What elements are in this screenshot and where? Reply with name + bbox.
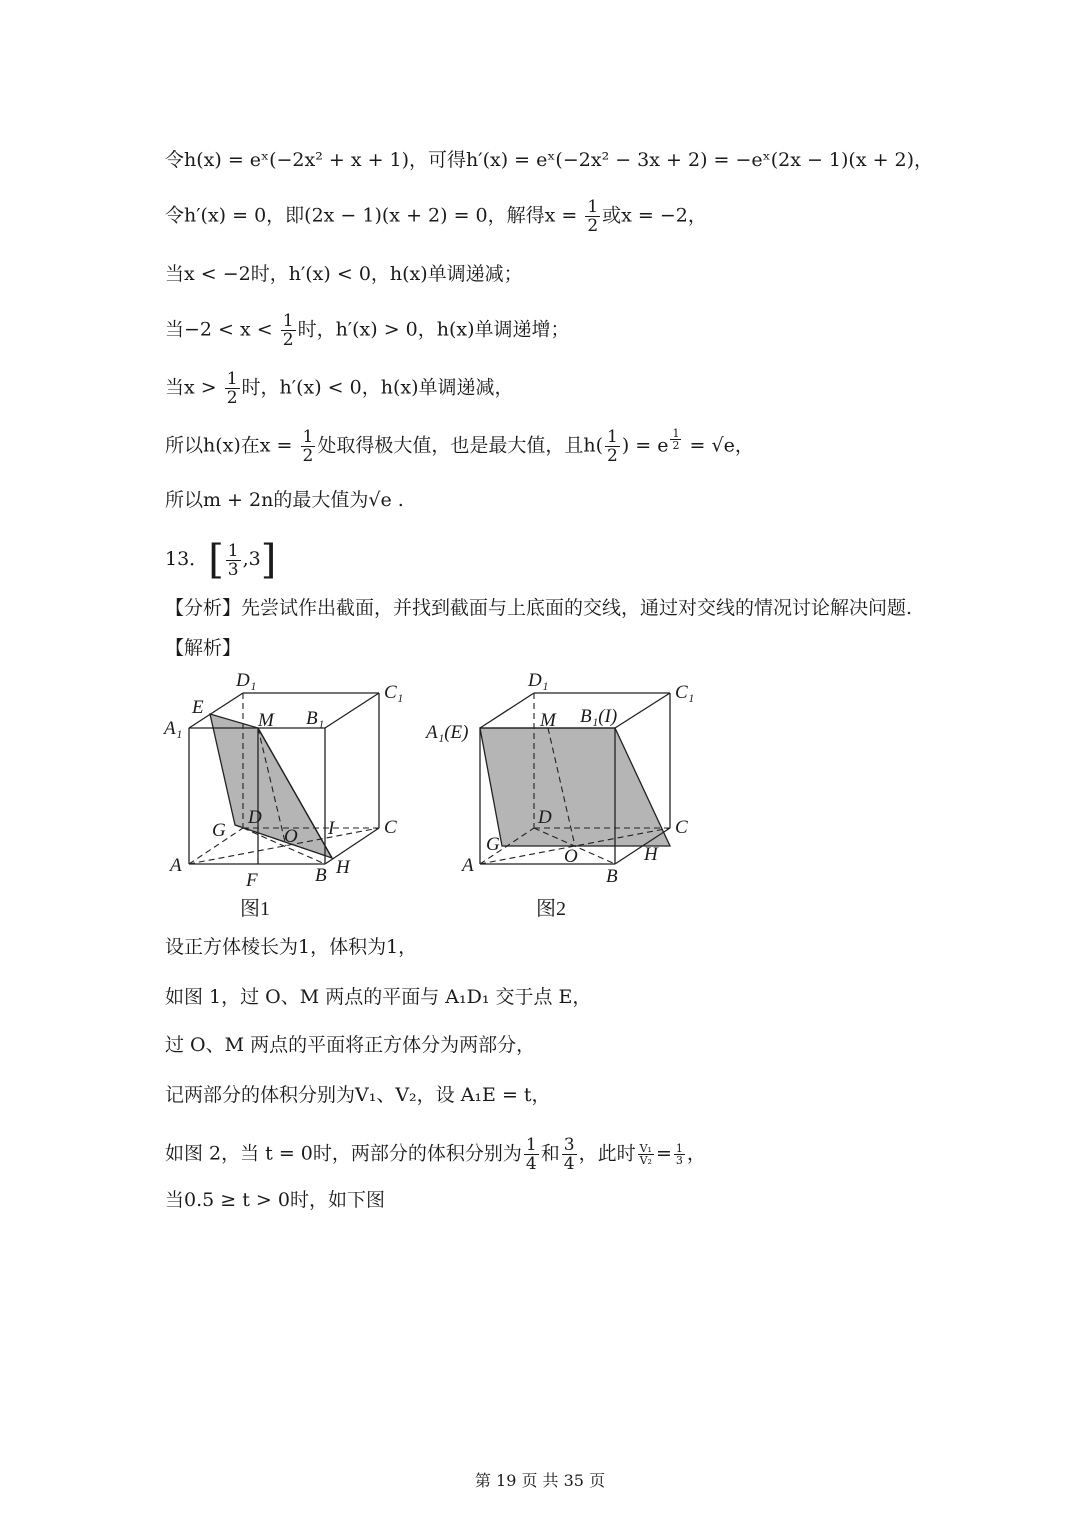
- fraction-one-half: $\frac{1}{2}$: [226, 369, 238, 408]
- text-segment: ，: [686, 1142, 706, 1165]
- exponent-fraction: $\frac{1}{2}$: [672, 427, 680, 452]
- text-segment: 或x = −2，: [602, 204, 707, 227]
- fraction-one-quarter: $\frac{1}{4}$: [525, 1135, 537, 1174]
- solution-line-2: 如图 1，过 O、M 两点的平面与 A₁D₁ 交于点 E，: [165, 986, 592, 1008]
- text-segment: =: [655, 1142, 672, 1165]
- label-D: D: [538, 807, 552, 828]
- solution-line-6: 当0.5 ≥ t > 0时，如下图: [165, 1189, 385, 1211]
- label-B: B: [606, 866, 618, 887]
- left-bracket: [: [208, 537, 224, 583]
- label-C1: C₁: [675, 682, 695, 703]
- page-footer: 第 19 页 共 35 页: [474, 1471, 606, 1490]
- label-B: B: [315, 865, 327, 886]
- text-segment: 时，h′(x) < 0，h(x)单调递减，: [241, 376, 514, 399]
- label-A: A: [462, 855, 474, 876]
- label-M: M: [540, 710, 556, 731]
- analysis-text: 【分析】先尝试作出截面，并找到截面与上底面的交线，通过对交线的情况讨论解决问题.: [165, 597, 913, 619]
- label-H: H: [644, 844, 658, 865]
- label-O: O: [284, 826, 298, 847]
- question-13-answer: [165, 537, 277, 583]
- fraction-three-quarters: $\frac{3}{4}$: [563, 1135, 575, 1174]
- label-A1E: A₁(E): [426, 722, 469, 743]
- line-interval-3: [165, 370, 514, 407]
- text-segment: 如图 2，当 t = 0时，两部分的体积分别为: [165, 1142, 522, 1165]
- fraction-one-half: $\frac{1}{2}$: [282, 311, 294, 350]
- fraction-one-third-small: $\frac{1}{3}$: [675, 1142, 683, 1167]
- solution-label: 【解析】: [165, 637, 242, 659]
- fraction-one-third: $\frac{1}{3}$: [227, 540, 239, 580]
- label-F: F: [246, 870, 258, 891]
- label-I: I: [328, 818, 335, 839]
- solution-line-4: 记两部分的体积分别为V₁、V₂，设 A₁E = t，: [165, 1084, 551, 1106]
- fraction-one-half: $\frac{1}{2}$: [302, 427, 314, 466]
- section-polygon: [210, 714, 332, 858]
- label-G: G: [486, 834, 500, 855]
- line-critical-points: [165, 198, 707, 235]
- text-segment: 令h′(x) = 0，即(2x − 1)(x + 2) = 0，解得x =: [165, 204, 584, 227]
- text-segment: ，此时: [578, 1142, 636, 1165]
- line-conclusion: 所以m + 2n的最大值为√e .: [165, 489, 404, 511]
- fraction-one-half: $\frac{1}{2}$: [587, 197, 599, 236]
- label-D1: D₁: [236, 670, 257, 691]
- fraction-v1-v2: $\frac{\text{V₁}}{\text{V₂}}$: [639, 1142, 652, 1167]
- solution-line-3: 过 O、M 两点的平面将正方体分为两部分，: [165, 1034, 536, 1056]
- question-number: 13．: [165, 548, 209, 570]
- figure-1-caption: 图1: [240, 898, 270, 920]
- label-D1: D₁: [528, 670, 549, 691]
- figure-2: [420, 668, 710, 928]
- label-D: D: [248, 807, 262, 828]
- solution-line-5: [165, 1136, 706, 1173]
- label-G: G: [212, 820, 226, 841]
- label-H: H: [336, 857, 350, 878]
- fraction-one-half: $\frac{1}{2}$: [606, 427, 618, 466]
- label-A: A: [170, 855, 182, 876]
- label-C: C: [675, 817, 688, 838]
- text-segment: ,3: [242, 548, 261, 570]
- label-C1: C₁: [384, 682, 404, 703]
- text-segment: = √e，: [683, 434, 754, 457]
- line-h-derivative: 令h(x) = eˣ(−2x² + x + 1)，可得h′(x) = eˣ(−2x² − 3x + 2) = −eˣ(2x − 1)(x + 2)，: [165, 149, 934, 171]
- text-segment: ) = e: [621, 434, 669, 457]
- line-interval-2: [165, 312, 570, 349]
- line-interval-1: 当x < −2时，h′(x) < 0，h(x)单调递减；: [165, 263, 523, 285]
- text-segment: 时，h′(x) > 0，h(x)单调递增；: [297, 318, 570, 341]
- label-O: O: [564, 846, 578, 867]
- label-A1: A₁: [164, 718, 183, 739]
- text-segment: 所以h(x)在x =: [165, 434, 299, 457]
- label-B1: B₁: [306, 708, 325, 729]
- figure-2-caption: 图2: [536, 898, 566, 920]
- text-segment: 当x >: [165, 376, 223, 399]
- label-C: C: [384, 817, 397, 838]
- label-M: M: [258, 710, 274, 731]
- text-segment: 当−2 < x <: [165, 318, 279, 341]
- text-segment: 处取得极大值，也是最大值，且h(: [317, 434, 603, 457]
- figure-1: [160, 668, 420, 928]
- right-bracket: ]: [260, 537, 277, 583]
- text-segment: 和: [540, 1142, 560, 1165]
- solution-line-1: 设正方体棱长为1，体积为1，: [165, 936, 418, 958]
- label-E: E: [192, 697, 204, 718]
- line-maximum: [165, 428, 754, 465]
- label-B1I: B₁(I): [580, 706, 618, 727]
